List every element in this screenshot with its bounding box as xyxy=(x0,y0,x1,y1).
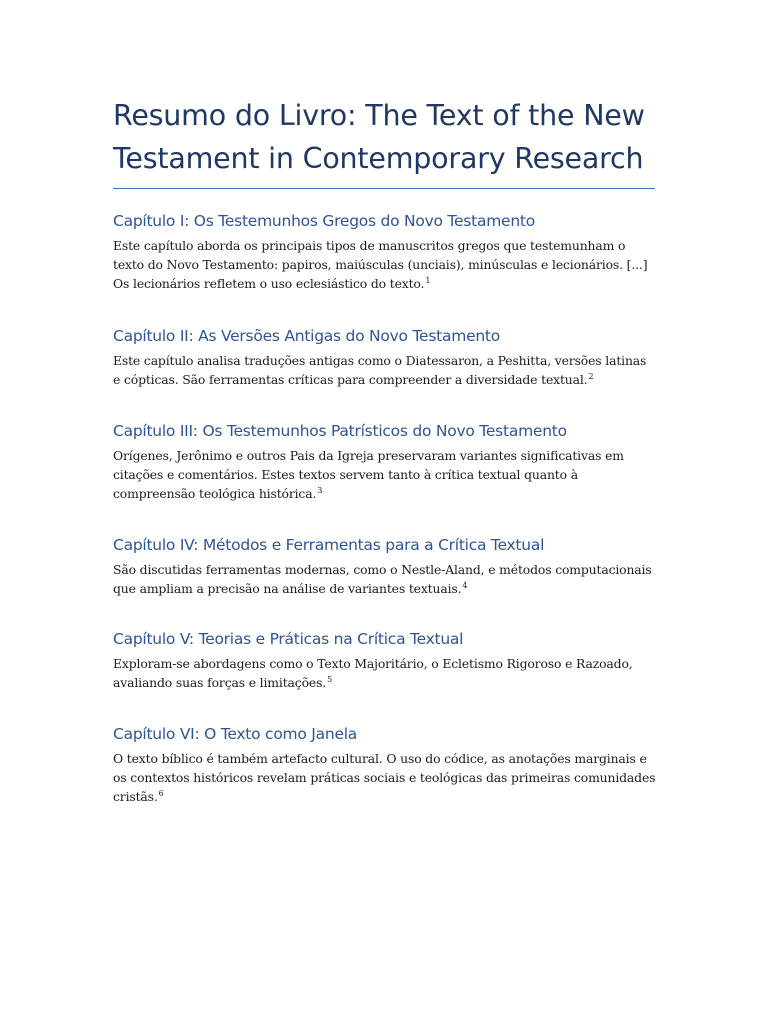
footnote-ref-3[interactable]: 3 xyxy=(317,486,323,495)
footnote-ref-6[interactable]: 6 xyxy=(158,789,164,798)
chapter-body-5 xyxy=(113,654,656,692)
chapter-text-5: Exploram-se abordagens como o Texto Majoritário, o Ecletismo Rigoroso e Razoado, avaliando suas forças e limitações. xyxy=(113,656,633,690)
chapter-section-2 xyxy=(113,326,656,389)
chapter-heading-6: Capítulo VI: O Texto como Janela xyxy=(113,725,358,743)
chapter-heading-1: Capítulo I: Os Testemunhos Gregos do Novo Testamento xyxy=(113,212,535,230)
chapter-body-2 xyxy=(113,351,656,389)
chapter-heading-3: Capítulo III: Os Testemunhos Patrísticos do Novo Testamento xyxy=(113,422,567,440)
title-underline-rule xyxy=(113,188,655,189)
footnote-ref-2[interactable]: 2 xyxy=(588,372,594,381)
chapter-body-4 xyxy=(113,560,656,598)
document-page xyxy=(113,0,656,804)
chapter-body-1 xyxy=(113,236,656,293)
chapter-text-4: São discutidas ferramentas modernas, como o Nestle-Aland, e métodos computacionais que ampliam a precisão na análise de variantes textuais. xyxy=(113,562,652,596)
chapter-heading-2: Capítulo II: As Versões Antigas do Novo Testamento xyxy=(113,327,500,345)
chapter-section-6 xyxy=(113,724,656,806)
chapter-text-6: O texto bíblico é também artefacto cultural. O uso do códice, as anotações marginais e os contextos históricos revelam práticas sociais e teológicas das primeiras comunidades cristãs. xyxy=(113,751,656,804)
chapter-section-1 xyxy=(113,211,656,293)
chapter-section-3 xyxy=(113,421,656,503)
footnote-ref-4[interactable]: 4 xyxy=(462,581,468,590)
chapter-text-3: Orígenes, Jerônimo e outros Pais da Igreja preservaram variantes significativas em citações e comentários. Estes textos servem tanto à crítica textual quanto à compreensão teológica histórica. xyxy=(113,448,624,501)
chapter-text-1: Este capítulo aborda os principais tipos de manuscritos gregos que testemunham o texto do Novo Testamento: papiros, maiúsculas (unciais), minúsculas e lecionários. [...] Os lecionários refletem o uso eclesiástico do texto. xyxy=(113,238,648,291)
document-title: Resumo do Livro: The Text of the New Testament in Contemporary Research xyxy=(113,99,645,175)
footnote-ref-5[interactable]: 5 xyxy=(327,675,333,684)
chapter-section-5 xyxy=(113,629,656,692)
chapter-body-6 xyxy=(113,749,656,806)
chapter-heading-5: Capítulo V: Teorias e Práticas na Crítica Textual xyxy=(113,630,464,648)
chapter-heading-4: Capítulo IV: Métodos e Ferramentas para a Crítica Textual xyxy=(113,536,545,554)
chapter-body-3 xyxy=(113,446,656,503)
chapter-section-4 xyxy=(113,535,656,598)
chapter-text-2: Este capítulo analisa traduções antigas como o Diatessaron, a Peshitta, versões latinas e cópticas. São ferramentas críticas para compreender a diversidade textual. xyxy=(113,353,647,387)
footnote-ref-1[interactable]: 1 xyxy=(425,276,431,285)
